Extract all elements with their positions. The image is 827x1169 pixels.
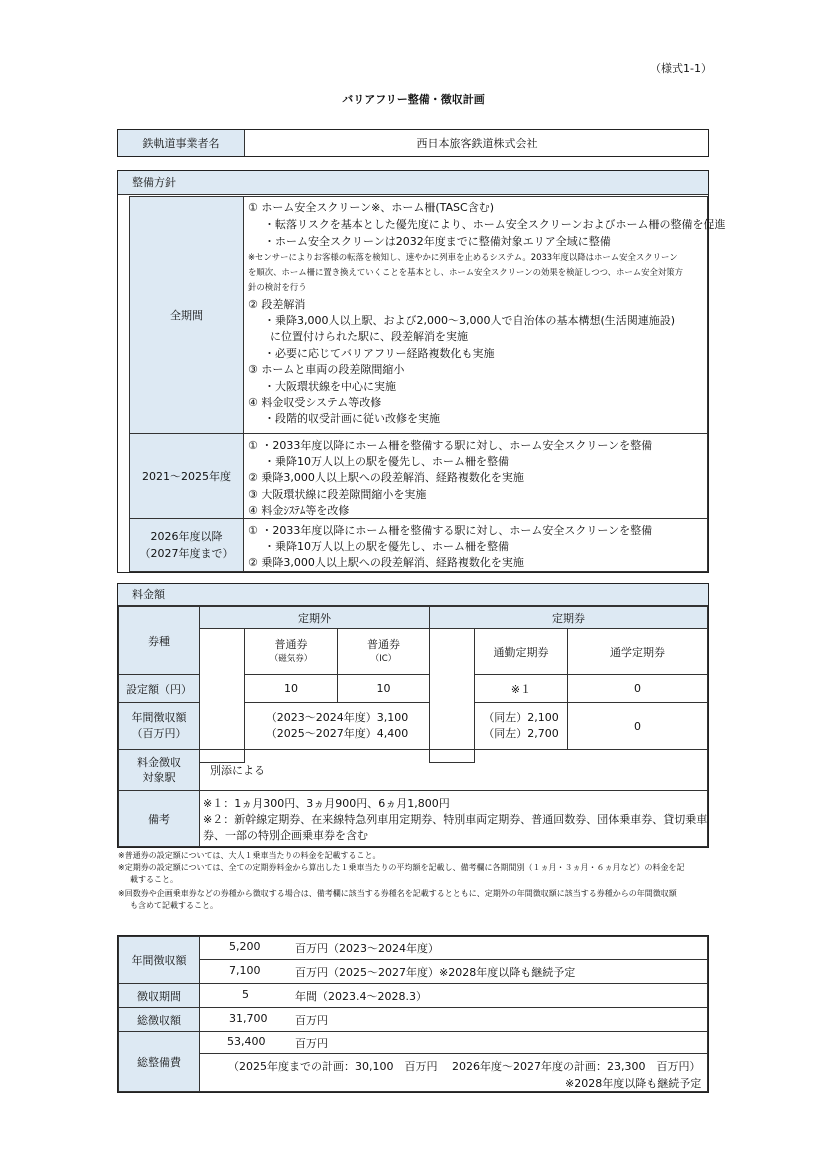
policy-line: ・ホーム安全スクリーンは2032年度までに整備対象エリア全域に整備	[264, 235, 611, 248]
summary-total-text: 百万円	[295, 1014, 328, 1027]
remarks-line-3: 券、一部の特別企画乗車券を含む	[203, 829, 368, 842]
summary-total-value: 31,700	[229, 1012, 268, 1025]
policy-line: ④ 料金ｼｽﾃﾑ等を改修	[248, 504, 350, 517]
annual-commute-1: （同左）2,100	[483, 711, 559, 724]
remarks-line-2: ※２：新幹線定期券、在来線特急列車用定期券、特別車両定期券、普通回数券、団体乗車券、貸切乗車	[203, 813, 708, 826]
policy-line: に位置付けられた駅に、段差解消を実施	[270, 330, 468, 343]
summary-annual-1-value: 5,200	[229, 940, 261, 953]
summary-annual-1-text: 百万円（2023～2024年度）	[295, 942, 439, 955]
col-regular-magnetic	[244, 628, 338, 675]
col-regular-ic-sub: （IC）	[370, 653, 397, 664]
summary-period-value: 5	[242, 988, 249, 1001]
col-school: 通学定期券	[567, 628, 708, 675]
policy-line: ※センサーによりお客様の転落を検知し、速やかに列車を止めるシステム。2033年度以降はホーム安全スクリーン	[248, 252, 678, 262]
policy-line: ② 乗降3,000人以上駅への段差解消、経路複数化を実施	[248, 556, 524, 569]
policy-line: 針の検討を行う	[248, 282, 307, 292]
summary-total-row	[199, 1007, 708, 1032]
note-line: も含めて記載すること。	[130, 901, 218, 910]
summary-period-row	[199, 983, 708, 1008]
policy-line: ① ・2033年度以降にホーム柵を整備する駅に対し、ホーム安全スクリーンを整備	[248, 439, 653, 452]
policy-line: ④ 料金収受システム等改修	[248, 396, 382, 409]
policy-line: ・転落リスクを基本とした優先度により、ホーム安全スクリーンおよびホーム柵の整備を促進	[264, 218, 726, 231]
summary-cost-text: 百万円	[295, 1037, 328, 1050]
row-annual-label	[118, 702, 200, 750]
summary-cost-detail: （2025年度までの計画：30,100 百万円 2026年度～2027年度の計画：23,300 百万円）	[228, 1060, 701, 1073]
summary-annual-2-value: 7,100	[229, 964, 261, 977]
policy-line: ③ 大阪環状線に段差隙間縮小を実施	[248, 488, 427, 501]
amount-magnetic: 10	[244, 674, 338, 703]
policy-line: を順次、ホーム柵に置き換えていくことを基本とし、ホーム安全スクリーンの効果を検証しつつ、ホーム安全対策方	[248, 267, 683, 277]
row-target-label	[118, 749, 200, 791]
policy-line: ・乗降10万人以上の駅を優先し、ホーム柵を整備	[264, 455, 509, 468]
remarks-line-1: ※１：1ヵ月300円、3ヵ月900円、6ヵ月1,800円	[203, 797, 450, 810]
summary-total-label: 総徴収額	[118, 1007, 200, 1032]
policy-line: ・乗降10万人以上の駅を優先し、ホーム柵を整備	[264, 540, 509, 553]
row-target-label-2: 対象駅	[142, 771, 176, 784]
amount-ic: 10	[337, 674, 430, 703]
policy-line: ① ホーム安全スクリーン※、ホーム柵(TASC含む)	[248, 201, 494, 214]
ticket-type-label: 券種	[118, 606, 200, 675]
summary-period-label: 徴収期間	[118, 983, 200, 1008]
policy-line: ② 段差解消	[248, 298, 306, 311]
row-remarks-label: 備考	[118, 790, 200, 847]
commuter-header: 定期券	[429, 606, 708, 629]
summary-cost-label: 総整備費	[118, 1031, 200, 1092]
policy-2026-label	[129, 518, 244, 572]
operator-value: 西日本旅客鉄道株式会社	[416, 137, 538, 150]
col-regular-magnetic-label: 普通券	[274, 637, 308, 651]
fare-spacer	[199, 628, 245, 763]
amount-school: 0	[567, 674, 708, 703]
col-regular-ic	[337, 628, 430, 675]
summary-cost-value: 53,400	[227, 1035, 266, 1048]
policy-line: ③ ホームと車両の段差隙間縮小	[248, 363, 405, 376]
policy-line: ・段階的収受計画に従い改修を実施	[264, 412, 440, 425]
annual-noncommute-1: （2023～2024年度）3,100	[265, 711, 409, 724]
col-regular-ic-label: 普通券	[367, 637, 400, 651]
target-value	[199, 749, 708, 791]
policy-2021-label: 2021～2025年度	[129, 433, 244, 519]
note-line: ※回数券や企画乗車券などの券種から徴収する場合は、備考欄に該当する券種名を記載するとともに、定期外の年間徴収額に該当する券種からの年間徴収額	[118, 889, 677, 898]
row-amount-label: 設定額（円）	[118, 674, 200, 703]
page-title: バリアフリー整備・徴収計画	[342, 93, 485, 106]
policy-full-label: 全期間	[129, 196, 244, 434]
commuter-spacer	[429, 628, 475, 763]
amount-commute: ※１	[474, 674, 568, 703]
policy-header: 整備方針	[118, 171, 708, 195]
summary-period-text: 年間（2023.4～2028.3）	[295, 990, 427, 1003]
note-line: ※普通券の設定額については、大人１乗車当たりの料金を記載すること。	[118, 851, 381, 860]
summary-annual-row-1	[199, 936, 708, 960]
col-commute: 通勤定期券	[474, 628, 568, 675]
policy-2026-label-line1: 2026年度以降	[150, 530, 223, 543]
operator-label: 鉄軌道事業者名	[118, 130, 245, 156]
row-annual-label-2: （百万円）	[131, 727, 187, 740]
summary-cost-row-1	[199, 1031, 708, 1054]
policy-2026-label-line2: （2027年度まで）	[139, 547, 234, 560]
summary-annual-2-text: 百万円（2025～2027年度）※2028年度以降も継続予定	[295, 966, 576, 979]
fare-header: 料金額	[118, 584, 708, 606]
summary-cost-note: ※2028年度以降も継続予定	[565, 1077, 702, 1090]
policy-line: ・大阪環状線を中心に実施	[264, 380, 396, 393]
policy-line: ② 乗降3,000人以上駅への段差解消、経路複数化を実施	[248, 471, 524, 484]
annual-noncommute	[244, 702, 430, 750]
policy-line: ・必要に応じてバリアフリー経路複数化も実施	[264, 347, 495, 360]
note-line: ※定期券の設定額については、全ての定期券料金から算出した１乗車当たりの平均額を記載し、備考欄に各期間別（１ヵ月・３ヵ月・６ヵ月など）の料金を記	[118, 863, 685, 872]
policy-line: ① ・2033年度以降にホーム柵を整備する駅に対し、ホーム安全スクリーンを整備	[248, 524, 653, 537]
form-number: （様式1-1）	[650, 62, 712, 75]
annual-commute-2: （同左）2,700	[483, 727, 559, 740]
annual-school: 0	[567, 702, 708, 750]
annual-noncommute-2: （2025～2027年度）4,400	[265, 727, 409, 740]
summary-annual-label: 年間徴収額	[118, 936, 200, 984]
annual-commute	[474, 702, 568, 750]
non-commuter-header: 定期外	[199, 606, 430, 629]
note-line: 載すること。	[130, 875, 178, 884]
row-annual-label-1: 年間徴収額	[131, 711, 187, 724]
policy-line: ・乗降3,000人以上駅、および2,000～3,000人で自治体の基本構想(生活関連施設)	[264, 314, 676, 327]
row-target-label-1: 料金徴収	[137, 756, 181, 769]
target-value-text: 別添による	[210, 764, 265, 777]
col-regular-magnetic-sub: （磁気券）	[269, 653, 313, 664]
